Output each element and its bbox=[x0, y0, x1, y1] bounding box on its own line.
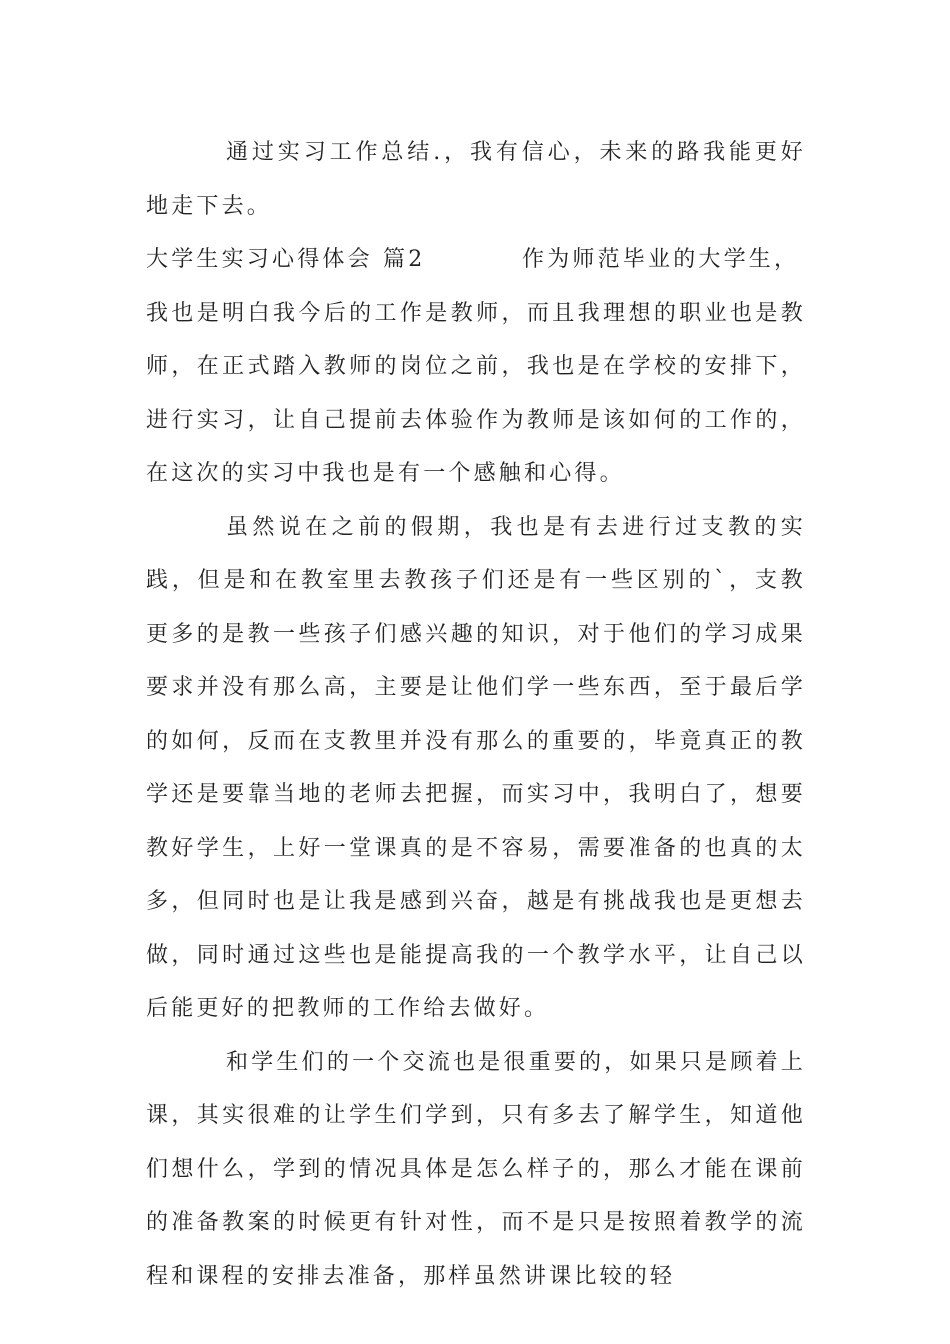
section-heading: 大学生实习心得体会 篇2 bbox=[146, 247, 426, 272]
paragraph-student-communication: 和学生们的一个交流也是很重要的，如果只是顾着上课，其实很难的让学生们学到，只有多去了解学生，知道他们想什么，学到的情况具体是怎么样子的，那么才能在课前的准备教案的时候更有针对性，而不是只是按照着教学的流程和课程的安排去准备，那样虽然讲课比较的轻 bbox=[146, 1049, 806, 1289]
paragraph-intro-start: 作为师范毕业的大学生， bbox=[522, 247, 800, 272]
paragraph-teaching-practice: 虽然说在之前的假期，我也是有去进行过支教的实践，但是和在教室里去教孩子们还是有一些区别的`，支教更多的是教一些孩子们感兴趣的知识，对于他们的学习成果要求并没有那么高，主要是让他们学一些东西，至于最后学的如何，反而在支教里并没有那么的重要的，毕竟真正的教学还是要靠当地的老师去把握，而实习中，我明白了，想要教好学生，上好一堂课真的是不容易，需要准备的也真的太多，但同时也是让我是感到兴奋，越是有挑战我也是更想去做，同时通过这些也是能提高我的一个教学水平，让自己以后能更好的把教师的工作给去做好。 bbox=[146, 514, 806, 1021]
document-body bbox=[146, 126, 806, 1303]
paragraph-conclusion: 通过实习工作总结.，我有信心，未来的路我能更好地走下去。 bbox=[146, 140, 806, 219]
paragraph-intro: 我也是明白我今后的工作是教师，而且我理想的职业也是教师，在正式踏入教师的岗位之前，我也是在学校的安排下，进行实习，让自己提前去体验作为教师是该如何的工作的，在这次的实习中我也是有一个感触和心得。 bbox=[146, 300, 806, 486]
section-heading-line bbox=[146, 233, 806, 287]
